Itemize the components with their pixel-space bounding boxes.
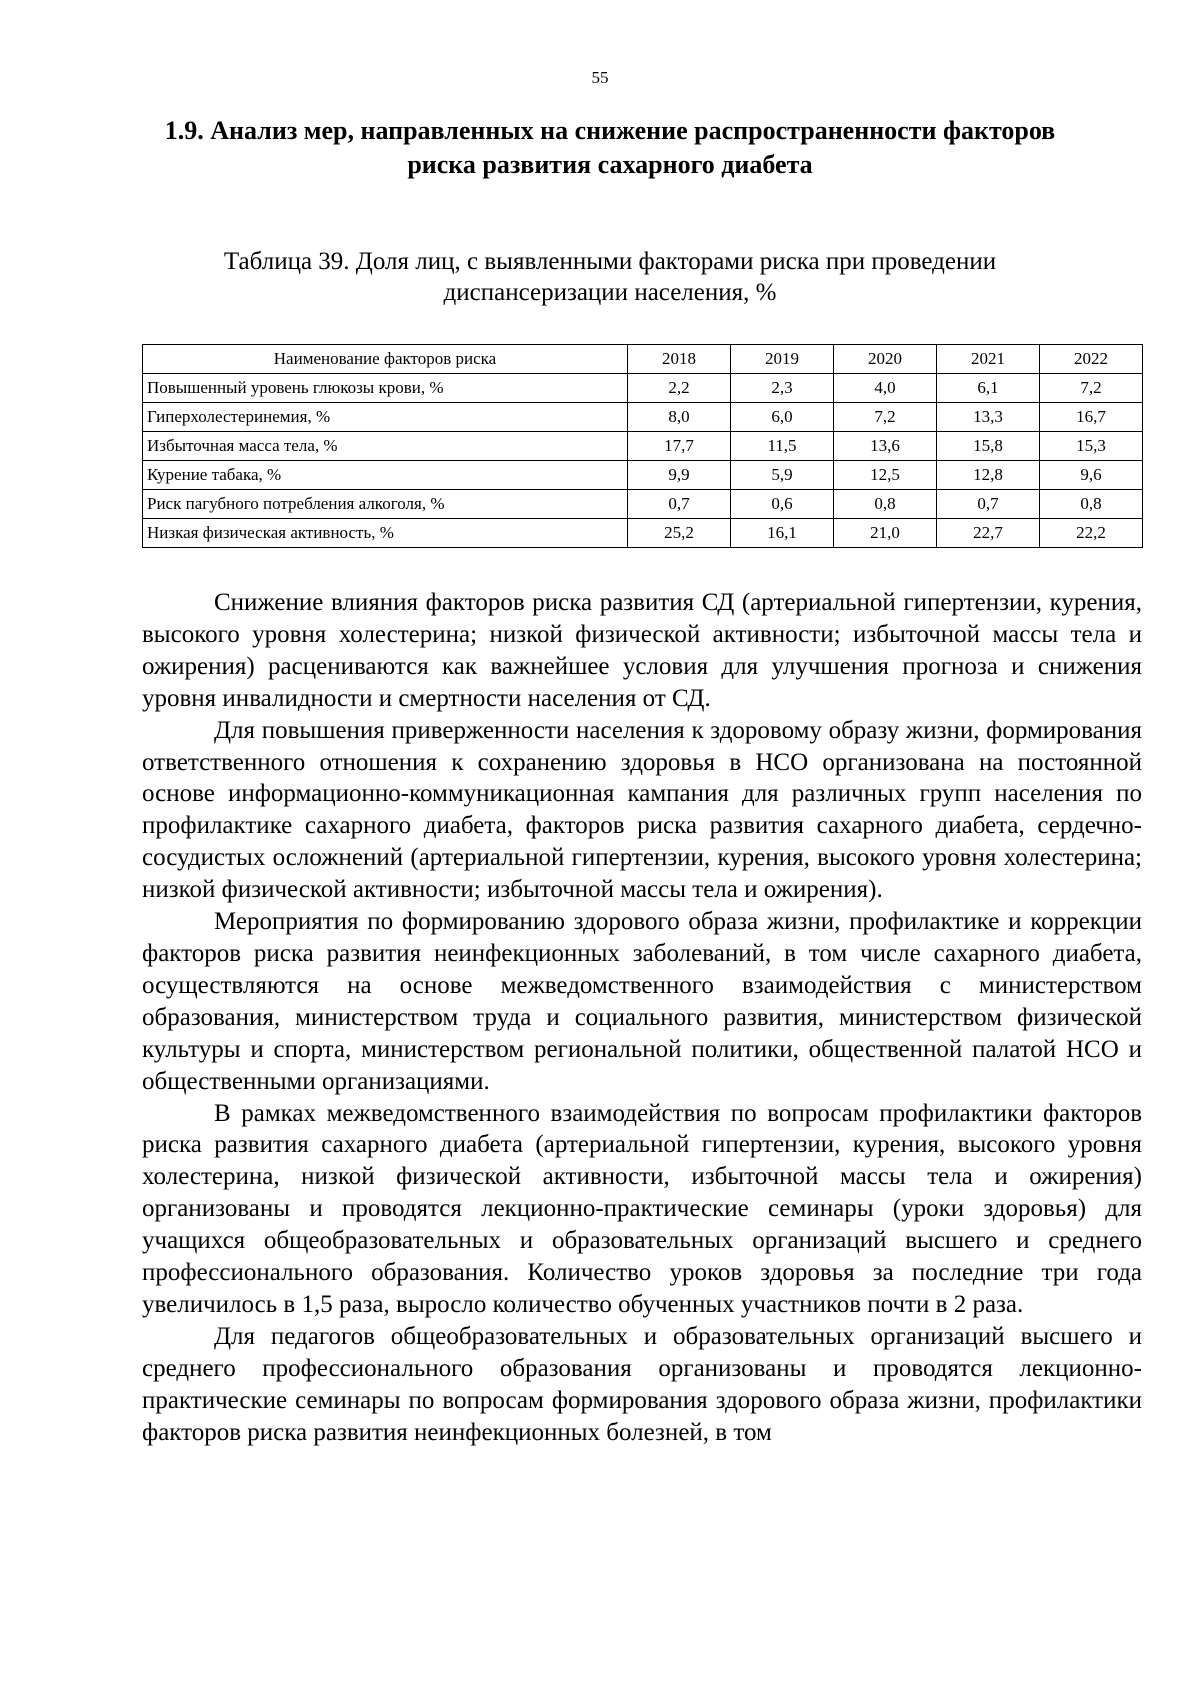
- section-heading: [130, 114, 1090, 182]
- row-label: Низкая физическая активность, %: [143, 519, 628, 548]
- cell-value: 16,1: [731, 519, 834, 548]
- table-row: [143, 432, 1143, 461]
- paragraph: Снижение влияния факторов риска развития СД (артериальной гипертензии, курения, высокого уровня холестерина; низкой физической активности; избыточной массы тела и ожирения) расцениваются как важнейшее условия для улучшения прогноза и снижения уровня инвалидности и смертности населения от СД.: [142, 589, 1142, 712]
- cell-value: 16,7: [1040, 403, 1143, 432]
- cell-value: 8,0: [628, 403, 731, 432]
- table-caption: [130, 246, 1090, 308]
- cell-value: 13,3: [937, 403, 1040, 432]
- cell-value: 7,2: [834, 403, 937, 432]
- cell-value: 11,5: [731, 432, 834, 461]
- section-heading-line-2: риска развития сахарного диабета: [407, 150, 813, 179]
- cell-value: 15,3: [1040, 432, 1143, 461]
- row-label: Избыточная масса тела, %: [143, 432, 628, 461]
- cell-value: 4,0: [834, 374, 937, 403]
- table-row: [143, 374, 1143, 403]
- cell-value: 15,8: [937, 432, 1040, 461]
- paragraph: Для педагогов общеобразовательных и образовательных организаций высшего и среднего профессионального образования организованы и проводятся лекционно-практические семинары по вопросам формирования здорового образа жизни, профилактики факторов риска развития неинфекционных болезней, в том: [142, 1322, 1142, 1446]
- cell-value: 25,2: [628, 519, 731, 548]
- cell-value: 22,2: [1040, 519, 1143, 548]
- column-header-2021: 2021: [937, 345, 1040, 374]
- cell-value: 2,3: [731, 374, 834, 403]
- paragraph: Для повышения приверженности населения к здоровому образу жизни, формирования ответственного отношения к сохранению здоровья в НСО организована на постоянной основе информационно-коммуникационная кампания для различных групп населения по профилактике сахарного диабета, факторов риска развития сахарного диабета, сердечно-сосудистых осложнений (артериальной гипертензии, курения, высокого уровня холестерина; низкой физической активности; избыточной массы тела и ожирения).: [142, 716, 1142, 904]
- table-row: [143, 461, 1143, 490]
- cell-value: 2,2: [628, 374, 731, 403]
- risk-factors-table: [142, 344, 1143, 548]
- cell-value: 12,5: [834, 461, 937, 490]
- cell-value: 0,8: [834, 490, 937, 519]
- cell-value: 6,0: [731, 403, 834, 432]
- column-header-2018: 2018: [628, 345, 731, 374]
- table-header-row: [143, 345, 1143, 374]
- paragraph: В рамках межведомственного взаимодействия по вопросам профилактики факторов риска развития сахарного диабета (артериальной гипертензии, курения, высокого уровня холестерина, низкой физической активности, избыточной массы тела и ожирения) организованы и проводятся лекционно-практические семинары (уроки здоровья) для учащихся общеобразовательных и образовательных организаций высшего и среднего профессионального образования. Количество уроков здоровья за последние три года увеличилось в 1,5 раза, выросло количество обученных участников почти в 2 раза.: [142, 1099, 1142, 1318]
- table-row: [143, 403, 1143, 432]
- cell-value: 12,8: [937, 461, 1040, 490]
- cell-value: 7,2: [1040, 374, 1143, 403]
- column-header-risk-factor: Наименование факторов риска: [143, 345, 628, 374]
- column-header-2019: 2019: [731, 345, 834, 374]
- row-label: Повышенный уровень глюкозы крови, %: [143, 374, 628, 403]
- row-label: Курение табака, %: [143, 461, 628, 490]
- table-caption-line-1: Таблица 39. Доля лиц, с выявленными факторами риска при проведении: [223, 248, 997, 275]
- table-row: [143, 490, 1143, 519]
- cell-value: 0,7: [937, 490, 1040, 519]
- row-label: Гиперхолестеринемия, %: [143, 403, 628, 432]
- cell-value: 17,7: [628, 432, 731, 461]
- table-row: [143, 519, 1143, 548]
- section-heading-line-1: 1.9. Анализ мер, направленных на снижение распространенности факторов: [164, 116, 1056, 145]
- column-header-2022: 2022: [1040, 345, 1143, 374]
- column-header-2020: 2020: [834, 345, 937, 374]
- cell-value: 22,7: [937, 519, 1040, 548]
- cell-value: 13,6: [834, 432, 937, 461]
- cell-value: 5,9: [731, 461, 834, 490]
- cell-value: 9,6: [1040, 461, 1143, 490]
- row-label: Риск пагубного потребления алкоголя, %: [143, 490, 628, 519]
- cell-value: 21,0: [834, 519, 937, 548]
- table-caption-line-2: диспансеризации населения, %: [443, 279, 777, 306]
- body-text: [142, 587, 1142, 1448]
- cell-value: 6,1: [937, 374, 1040, 403]
- paragraph: Мероприятия по формированию здорового образа жизни, профилактике и коррекции факторов риска развития неинфекционных заболеваний, в том числе сахарного диабета, осуществляются на основе межведомственного взаимодействия с министерством образования, министерством труда и социального развития, министерством физической культуры и спорта, министерством региональной политики, общественной палатой НСО и общественными организациями.: [142, 908, 1142, 1095]
- cell-value: 0,6: [731, 490, 834, 519]
- cell-value: 0,7: [628, 490, 731, 519]
- page-number: 55: [591, 68, 609, 87]
- cell-value: 0,8: [1040, 490, 1143, 519]
- cell-value: 9,9: [628, 461, 731, 490]
